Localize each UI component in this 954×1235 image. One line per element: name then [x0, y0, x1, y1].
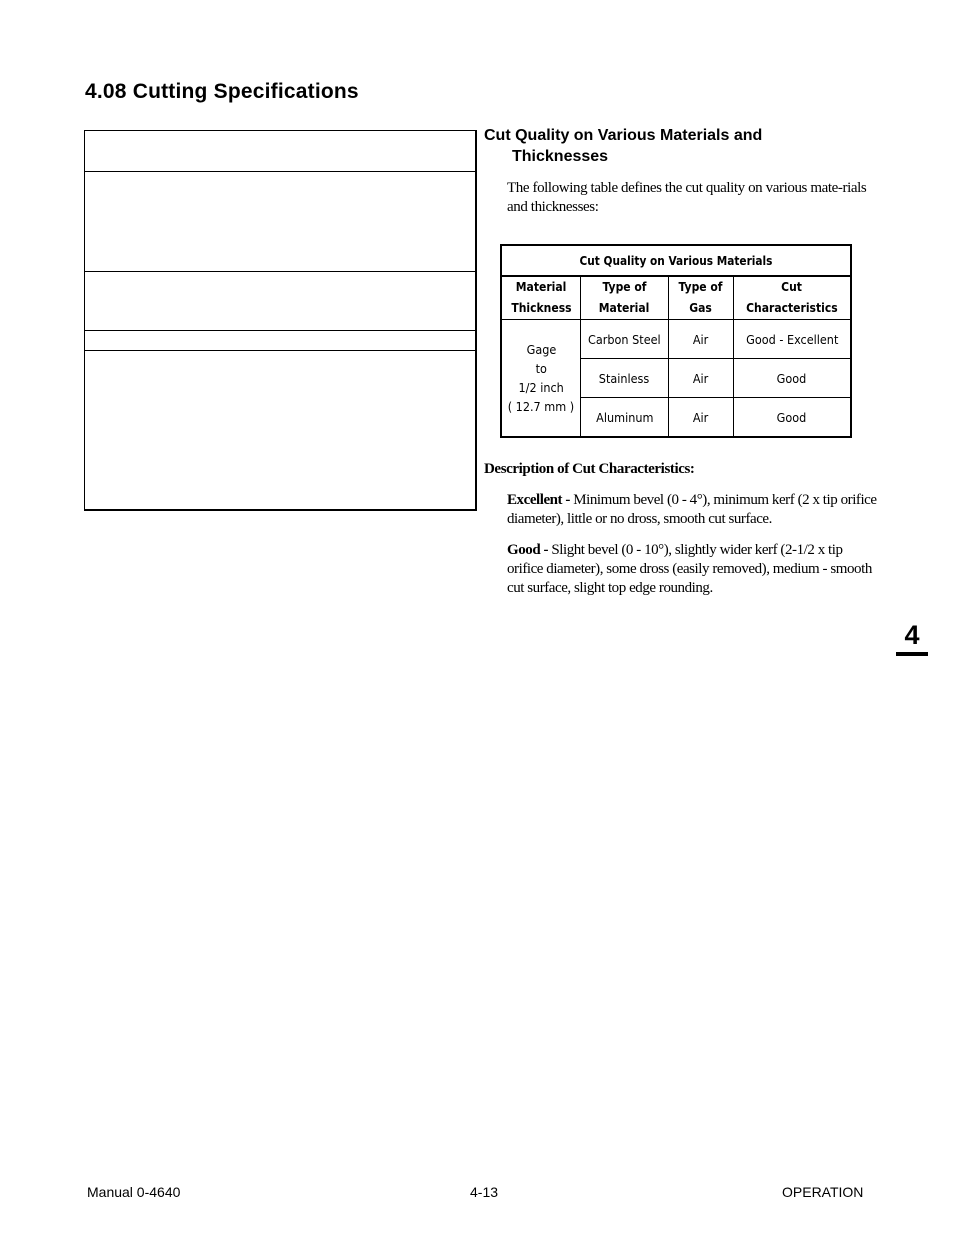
page-title: 4.08 Cutting Specifications: [85, 80, 359, 103]
form-divider: [85, 330, 475, 331]
blank-form-box: [84, 130, 477, 511]
footer-manual-number: Manual 0-4640: [87, 1184, 181, 1200]
header-cut-characteristics: Cut Characteristics: [733, 276, 851, 320]
subsection-heading-line2: Thicknesses: [512, 148, 609, 165]
header-material-thickness: Material Thickness: [501, 276, 581, 320]
characteristics-cell: Good: [733, 398, 851, 438]
header-type-of-gas: Type of Gas: [668, 276, 733, 320]
cut-quality-table: [500, 244, 852, 438]
table-caption: Cut Quality on Various Materials: [522, 245, 830, 276]
good-description: [507, 541, 877, 598]
excellent-description: [507, 491, 877, 529]
excellent-term: Excellent -: [507, 492, 570, 508]
form-divider: [85, 271, 475, 272]
form-divider: [85, 350, 475, 351]
table-row: [501, 320, 851, 359]
characteristics-cell: Good - Excellent: [733, 320, 851, 359]
intro-paragraph: The following table defines the cut quality on various mate-rials and thicknesses:: [507, 180, 867, 215]
characteristics-cell: Good: [733, 359, 851, 398]
gas-cell: Air: [668, 398, 733, 438]
form-divider: [85, 171, 475, 172]
chapter-tab-underline: [896, 652, 928, 656]
footer-page-number: 4-13: [470, 1184, 499, 1200]
subsection-heading: [484, 125, 884, 167]
good-text: Slight bevel (0 - 10°), slightly wider kerf (2-1/2 x tip orifice diameter), some dross (easily removed), medium - smooth cut surface, slight top edge rounding.: [507, 542, 872, 596]
material-cell: Carbon Steel: [581, 320, 668, 359]
description-heading: Description of Cut Characteristics:: [484, 461, 695, 477]
subsection-heading-line1: Cut Quality on Various Materials and: [484, 127, 763, 144]
excellent-text: Minimum bevel (0 - 4°), minimum kerf (2 x tip orifice diameter), little or no dross, smooth cut surface.: [507, 492, 877, 527]
gas-cell: Air: [668, 320, 733, 359]
thickness-cell: Gage to 1/2 inch ( 12.7 mm ): [501, 320, 581, 438]
table-header-row: [501, 276, 851, 320]
header-type-of-material: Type of Material: [581, 276, 668, 320]
footer-section-name: OPERATION: [782, 1184, 864, 1200]
gas-cell: Air: [668, 359, 733, 398]
chapter-tab-number: 4: [904, 620, 920, 650]
material-cell: Stainless: [581, 359, 668, 398]
material-cell: Aluminum: [581, 398, 668, 438]
good-term: Good -: [507, 542, 549, 558]
